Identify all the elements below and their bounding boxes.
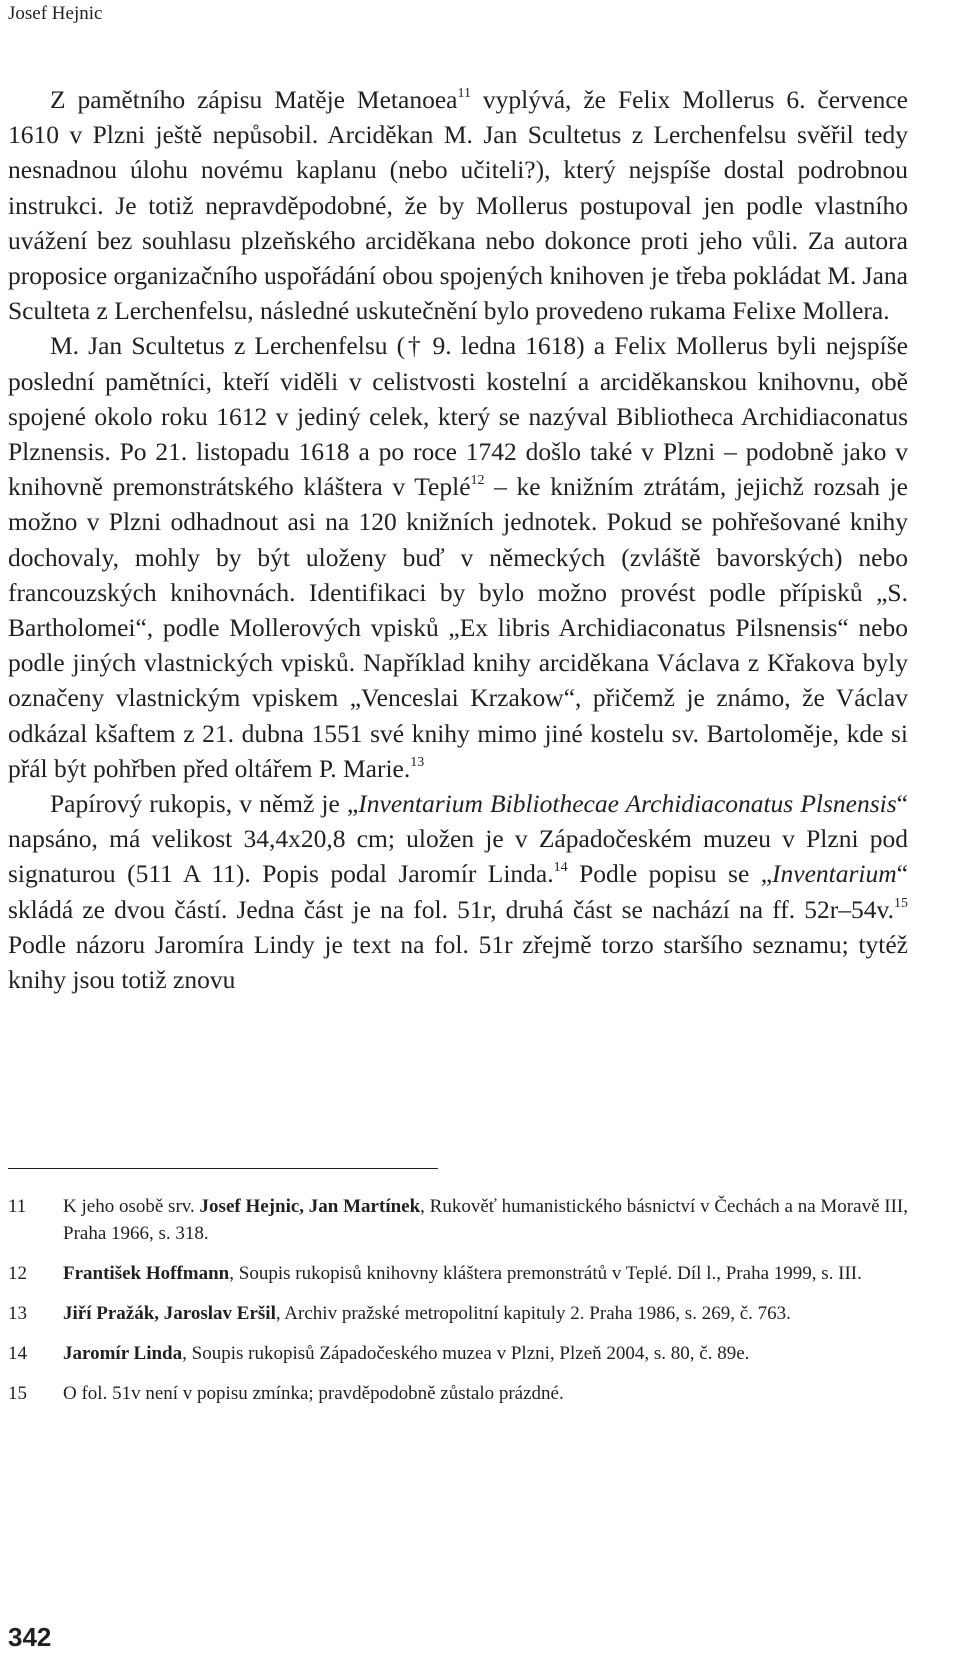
text-span: vyplývá, že Felix Mollerus 6. července 1610 v Plzni ještě nepůsobil. Arciděkan M. Jan Scultetus z Lerchenfelsu svěřil tedy nesnadnou úlohu novému kaplanu (nebo učiteli?), který nejspíše dostal podrobnou instrukci. Je totiž nepravděpodobné, že by Mollerus postupoval jen podle vlastního uvážení bez souhlasu plzeňského arciděkana nebo dokonce proti jeho vůli. Za autora proposice organizačního uspořádání obou spojených knihoven je třeba pokládat M. Jana Sculteta z Lerchenfelsu, následné uskutečnění bylo provedeno rukama Felixe Mollera. <box>8 85 908 326</box>
author-name: Jaromír Linda <box>63 1343 183 1364</box>
footnote-ref-12[interactable]: 12 <box>470 473 485 489</box>
footnote-text <box>63 1193 908 1247</box>
footnote-text <box>63 1260 908 1287</box>
text-span: , Soupis rukopisů knihovny kláštera premonstrátů v Teplé. Díl l., Praha 1999, s. III. <box>229 1263 862 1284</box>
text-span: Z pamětního zápisu Matěje Metanoea <box>50 85 458 114</box>
footnote-number: 11 <box>8 1196 27 1217</box>
text-span: , Archiv pražské metropolitní kapituly 2. Praha 1986, s. 269, č. 763. <box>275 1303 791 1324</box>
footnote-number: 13 <box>8 1303 27 1324</box>
text-span: M. Jan Scultetus z Lerchenfelsu († 9. ledna 1618) a Felix Mollerus byli nejspíše poslední pamětníci, kteří viděli v celistvosti kostelní a arciděkanskou knihovnu, obě spojené okolo roku 1612 v jediný celek, který se nazýval Bibliotheca Archidiaconatus Plznensis. Po 21. listopadu 1618 a po roce 1742 došlo také v Plzni – podobně jako v knihovně premonstrátského kláštera v Teplé <box>8 331 908 502</box>
footnote-ref-13[interactable]: 13 <box>410 754 425 770</box>
footnote-number: 15 <box>8 1383 27 1404</box>
text-span: Podle názoru Jaromíra Lindy je text na fol. 51r zřejmě torzo staršího seznamu; tytéž knihy jsou totiž znovu <box>8 929 908 995</box>
author-name: Josef Hejnic, Jan Martínek <box>199 1196 421 1217</box>
footnote-text <box>63 1300 908 1327</box>
italic-title: Inventarium Bibliothecae Archidiaconatus Plsnensis <box>358 789 897 819</box>
footnote-14 <box>8 1340 908 1367</box>
footnote-ref-15[interactable]: 15 <box>894 895 908 911</box>
text-span: “ skládá ze dvou částí. Jedna část je na fol. 51r, druhá část se nachází na ff. 52r–54v. <box>8 859 908 924</box>
body-text <box>8 82 908 997</box>
footnote-ref-14[interactable]: 14 <box>553 860 568 876</box>
footnote-number: 12 <box>8 1263 27 1284</box>
text-span: , Soupis rukopisů Západočeského muzea v Plzni, Plzeň 2004, s. 80, č. 89e. <box>182 1343 750 1364</box>
footnote-text <box>63 1340 908 1367</box>
text-span: “ napsáno, má velikost 34,4x20,8 cm; uložen je v Západočeském muzeu v Plzni pod signaturou (511 A 11). Popis podal Jaromír Linda. <box>8 789 908 889</box>
page-number: 342 <box>8 1622 52 1652</box>
footnote-13 <box>8 1300 908 1327</box>
running-head-author: Josef Hejnic <box>8 3 103 24</box>
paragraph-1 <box>8 82 908 328</box>
paragraph-2 <box>8 328 908 786</box>
italic-title: Inventarium <box>772 859 897 889</box>
paragraph-3 <box>8 786 908 997</box>
text-span: Papírový rukopis, v němž je „ <box>50 789 359 819</box>
footnote-divider <box>8 1168 438 1169</box>
text-span: O fol. 51v není v popisu zmínka; pravděpodobně zůstalo prázdné. <box>63 1383 564 1404</box>
footnote-11 <box>8 1193 908 1247</box>
author-name: Jiří Pražák, Jaroslav Eršil <box>63 1303 276 1324</box>
footnote-ref-11[interactable]: 11 <box>457 86 471 101</box>
text-span: Podle popisu se „ <box>567 859 773 889</box>
footnotes <box>8 1193 908 1420</box>
author-name: František Hoffmann <box>63 1263 230 1284</box>
text-span: K jeho osobě srv. <box>63 1196 200 1217</box>
text-span: , Rukověť humanistického básnictví v Čechách a na Moravě III, Praha 1966, s. 318. <box>63 1196 908 1244</box>
footnote-text <box>63 1380 908 1407</box>
text-span: – ke knižním ztrátám, jejichž rozsah je možno v Plzni odhadnout asi na 120 knižních jednotek. Pokud se pohřešované knihy dochovaly, mohly by být uloženy buď v německých (zvláště bavorských) nebo francouzských knihovnách. Identifikaci by bylo možno provést podle přípisků „S. Bartholomei“, podle Mollerových vpisků „Ex libris Archidiaconatus Pilsnensis“ nebo podle jiných vlastnických vpisků. Například knihy arciděkana Václava z Křakova byly označeny vlastnickým vpiskem „Venceslai Krzakow“, přičemž je známo, že Václav odkázal kšaftem z 21. dubna 1551 své knihy mimo jiné kostelu sv. Bartoloměje, kde si přál být pohřben před oltářem P. Marie. <box>8 472 908 783</box>
footnote-number: 14 <box>8 1343 27 1364</box>
footnote-15 <box>8 1380 908 1407</box>
footnote-12 <box>8 1260 908 1287</box>
